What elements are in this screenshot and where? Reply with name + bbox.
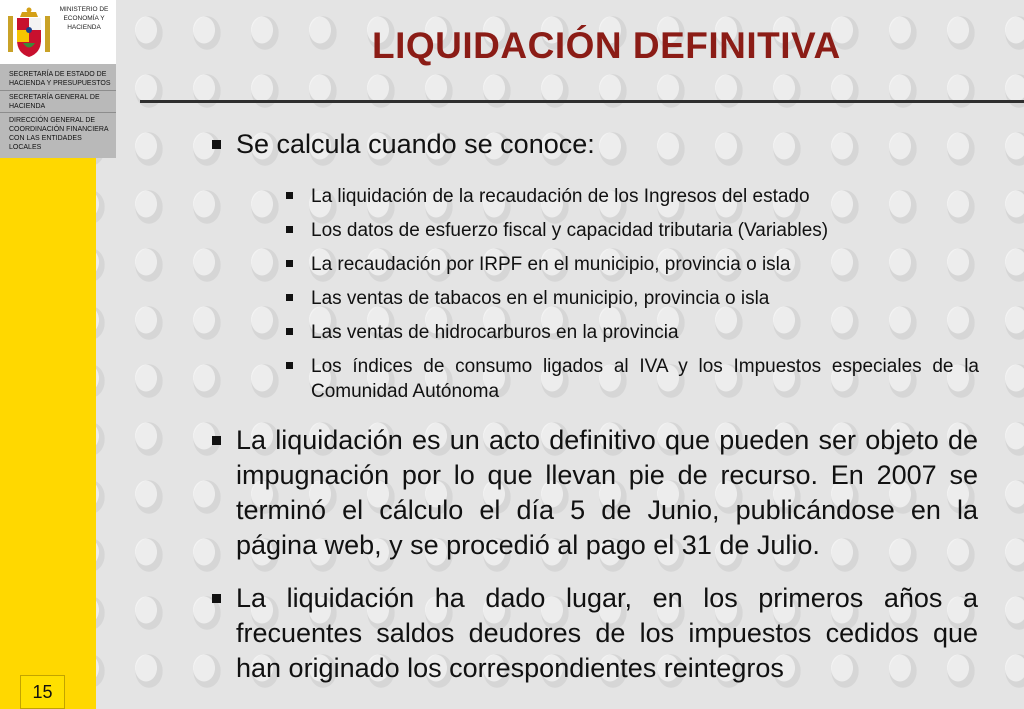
bullet-icon bbox=[212, 594, 221, 603]
sub-bullet-text: Las ventas de tabacos en el municipio, provincia o isla bbox=[311, 288, 770, 309]
sub-bullet-icon bbox=[286, 362, 293, 369]
logo-box bbox=[0, 0, 116, 65]
sub-bullet-text: La liquidación de la recaudación de los Ingresos del estado bbox=[311, 186, 810, 207]
page-number: 15 bbox=[20, 675, 65, 709]
sub-bullet-icon bbox=[286, 328, 293, 335]
sub-bullet-text: Las ventas de hidrocarburos en la provincia bbox=[311, 322, 679, 343]
sub-bullet-text: Los índices de consumo ligados al IVA y los Impuestos especiales de la Comunidad Autónoma bbox=[311, 356, 979, 402]
sub-bullet-icon bbox=[286, 260, 293, 267]
bullet-text: La liquidación ha dado lugar, en los primeros años a frecuentes saldos deudores de los impuestos cedidos que han originado los correspondientes reintegros bbox=[236, 583, 978, 683]
title-rule bbox=[140, 100, 1024, 103]
department-label: DIRECCIÓN GENERAL DE COORDINACIÓN FINANCIERA CON LAS ENTIDADES LOCALES bbox=[9, 117, 109, 151]
department-label: SECRETARÍA DE ESTADO DE HACIENDA Y PRESUPUESTOS bbox=[9, 71, 111, 87]
coat-of-arms-icon bbox=[6, 6, 52, 60]
sub-bullet-text: Los datos de esfuerzo fiscal y capacidad tributaria (Variables) bbox=[311, 220, 829, 241]
sub-bullet-icon bbox=[286, 226, 293, 233]
sub-bullet-icon bbox=[286, 192, 293, 199]
bullet-icon bbox=[212, 436, 221, 445]
bullet-text: Se calcula cuando se conoce: bbox=[236, 129, 595, 159]
sub-bullet-text: La recaudación por IRPF en el municipio, provincia o isla bbox=[311, 254, 791, 275]
bullet-text: La liquidación es un acto definitivo que pueden ser objeto de impugnación por lo que llevan pie de recurso. En 2007 se terminó el cálculo el día 5 de Junio, publicándose en la página web, y se procedió al pago el 31 de Julio. bbox=[236, 425, 978, 560]
department-label: SECRETARÍA GENERAL DE HACIENDA bbox=[9, 94, 100, 110]
divider bbox=[0, 112, 116, 113]
sub-bullet-icon bbox=[286, 294, 293, 301]
slide-title: LIQUIDACIÓN DEFINITIVA bbox=[372, 25, 841, 66]
divider bbox=[0, 90, 116, 91]
ministry-name: MINISTERIO DE ECONOMÍA Y HACIENDA bbox=[59, 6, 109, 31]
bullet-icon bbox=[212, 140, 221, 149]
